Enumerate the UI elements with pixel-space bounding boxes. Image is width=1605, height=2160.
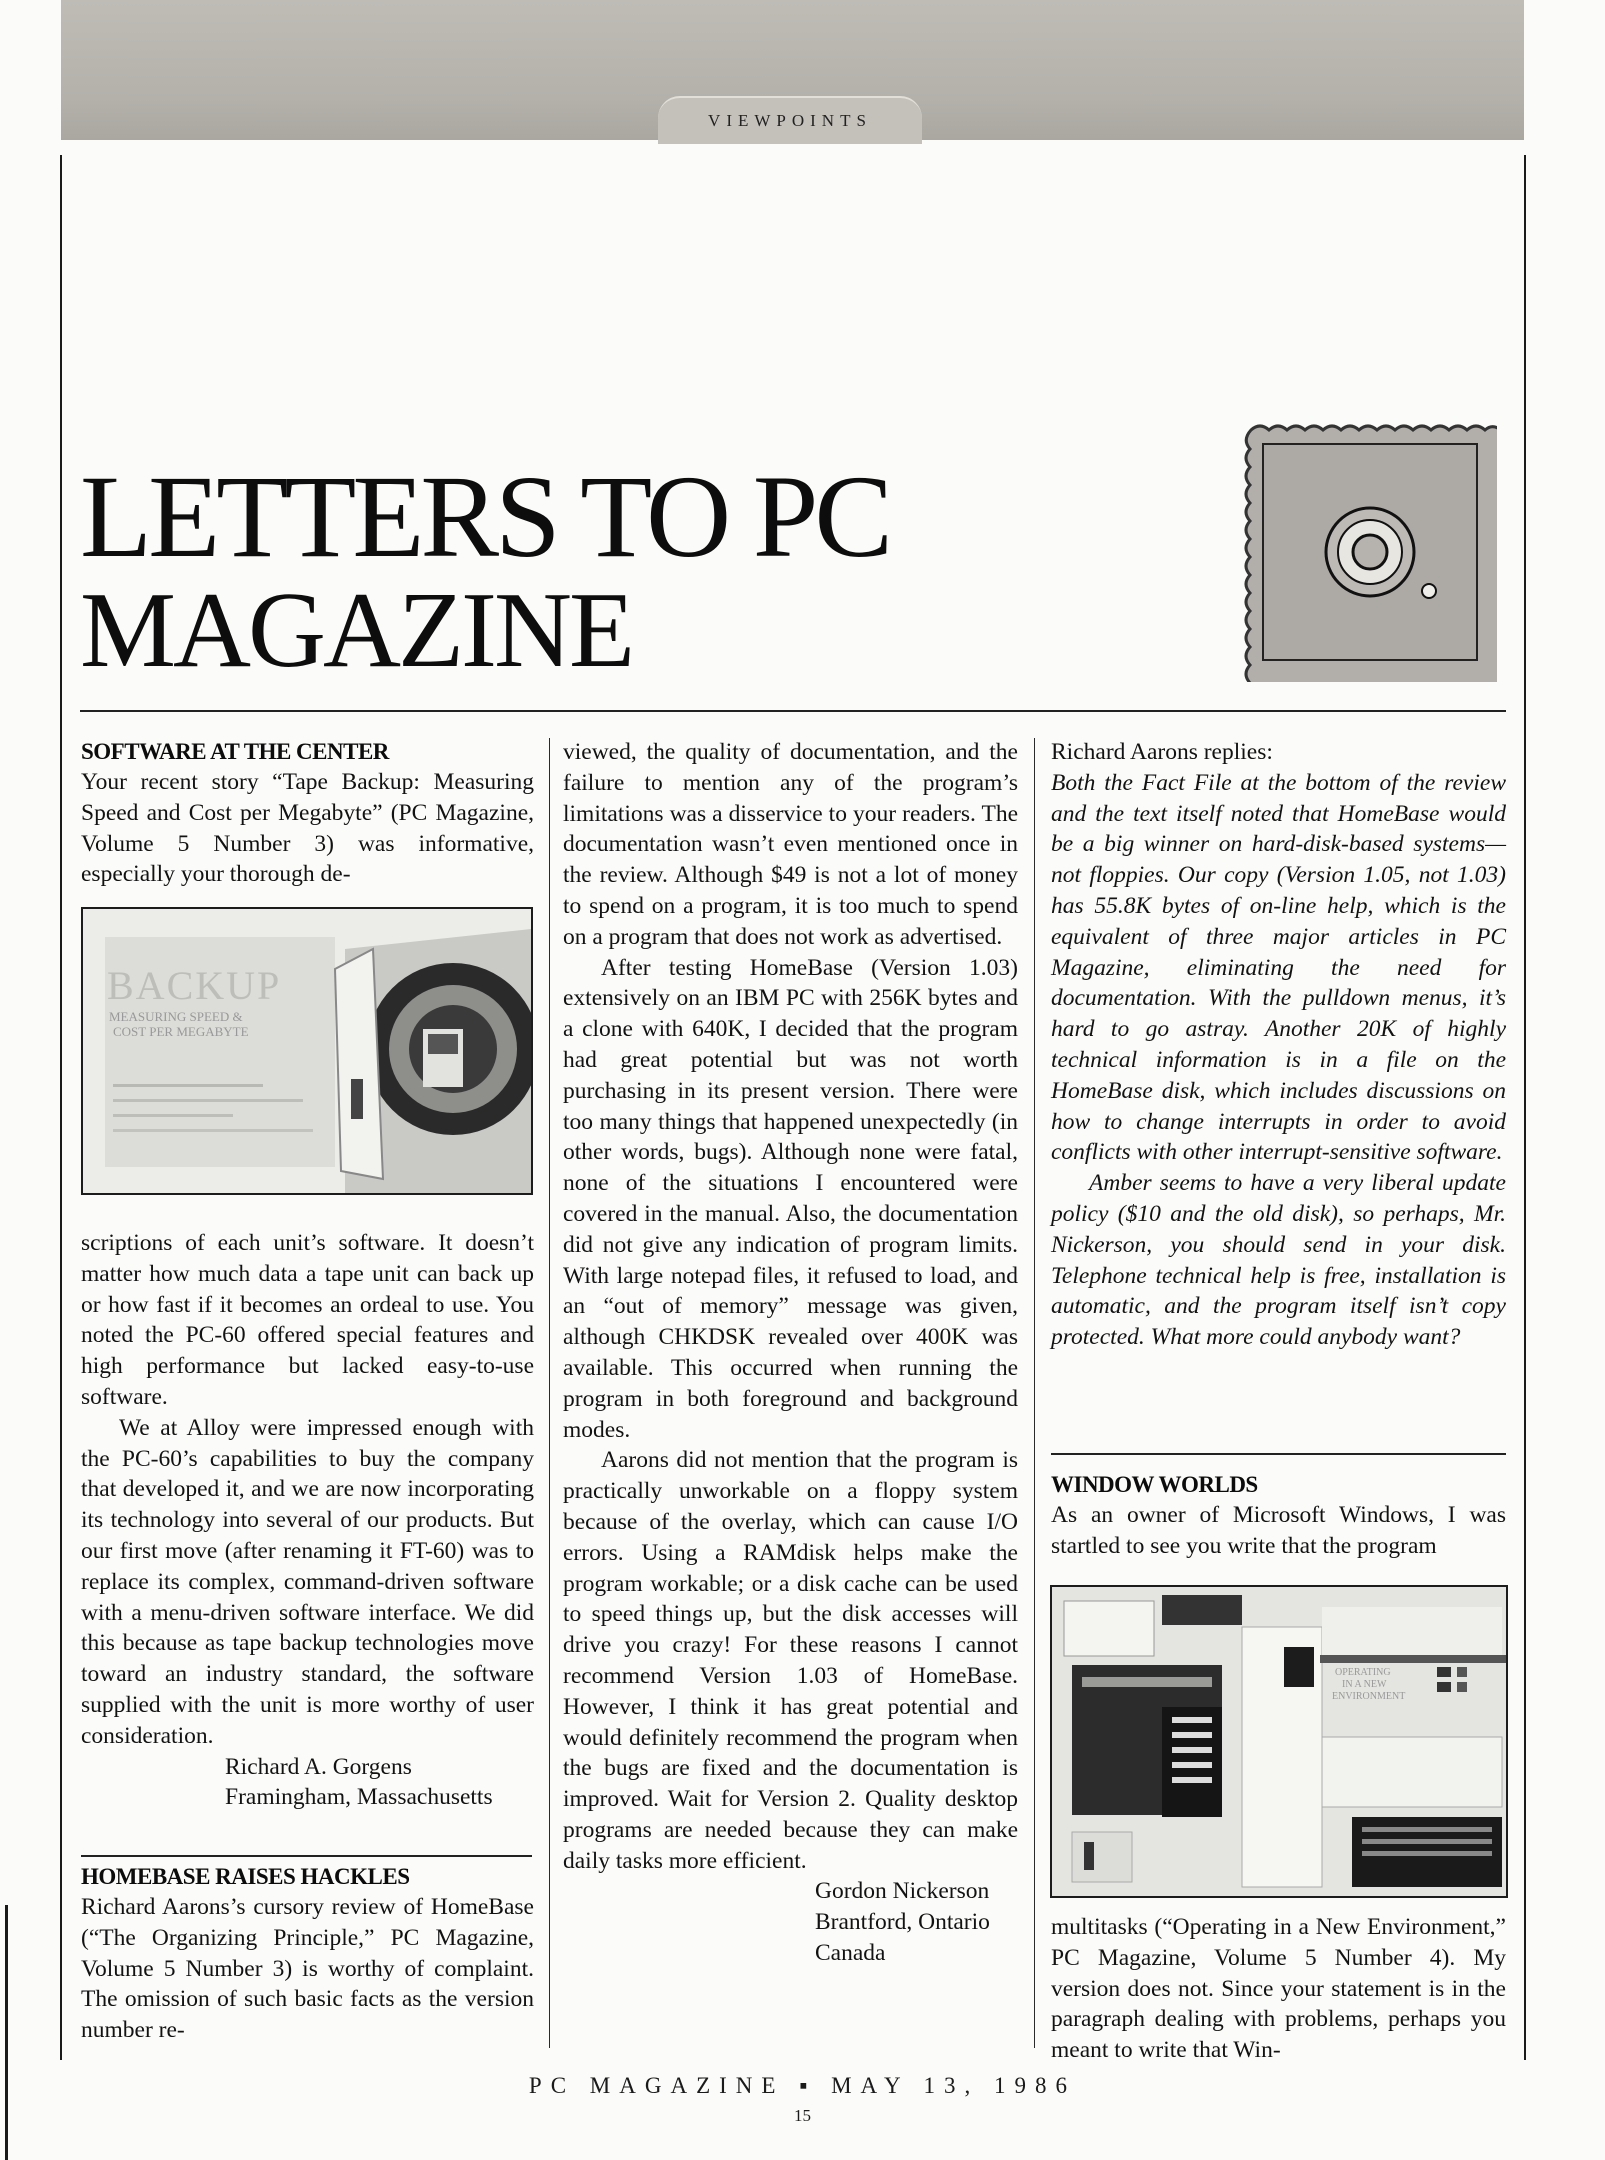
letter2-signature-name: Gordon Nickerson — [815, 1878, 990, 1905]
title-line-2: MAGAZINE — [80, 571, 632, 690]
cover-title: BACKUP — [107, 963, 282, 1008]
screen-caption-2: IN A NEW — [1342, 1679, 1387, 1690]
letter1-p2: scriptions of each unit’s software. It doesn’t matter how much data a tape unit can back up or how fast if it becomes an ordeal to use. You noted the PC-60 offered special features and high performance but lacked easy-to-use software. — [81, 1230, 534, 1410]
reply-p2: Amber seems to have a very liberal update policy ($10 and the old disk), so perhaps, Mr. Nickerson, you should send in your disk. Telephone technical help is free, installation is automatic, and the program itself isn’t copy protected. What more could anybody want? — [1051, 1170, 1506, 1351]
screen-caption-1: OPERATING — [1335, 1667, 1391, 1678]
screen-caption-3: ENVIRONMENT — [1332, 1691, 1406, 1702]
letter1-signature-name: Richard A. Gorgens — [225, 1753, 412, 1780]
page-title — [80, 451, 890, 690]
frame-right-rule — [1524, 155, 1526, 2060]
letter2-p1: Richard Aarons’s cursory review of HomeBase (“The Organizing Principle,” PC Magazine, Volume 5 Number 3) is worthy of complaint. The omission of such basic facts as the version number re- — [81, 1894, 534, 2044]
letter2-top — [81, 1862, 534, 2046]
letter3-top — [1051, 1470, 1506, 1562]
letter2-signature-place-2: Canada — [815, 1940, 886, 1967]
letter2-p2: After testing HomeBase (Version 1.03) extensively on an IBM PC with 256K bytes and a clone with 640K, I decided that the program had great potential but was not worth purchasing in its present version. There were too many things that happened unexpectedly (in other words, bugs). Although none were fatal, none of the situations I encountered were covered in the manual. Also, the documentation did not give any indication of program limits. With large notepad files, it refused to load, and an “out of memory” message was given, although CHKDSK revealed over 400K was available. This occurred when running the program in both foreground and background modes. — [563, 954, 1018, 1443]
letter1-p3: We at Alloy were impressed enough with the PC-60’s capabilities to buy the company that developed it, and we are now incorporating its technology into several of our products. But our first move (after renaming it FT-60) was to replace its complex, command-driven software with a menu-driven software interface. We did this because as tape backup technologies move toward an industry standard, the software supplied with the unit is more worthy of user consideration. — [81, 1414, 534, 1749]
letter2-signature-place-1: Brantford, Ontario — [815, 1909, 990, 1936]
page-footer: PC MAGAZINE ▪ MAY 13, 1986 — [528, 2073, 1077, 2098]
cover-subtitle-1: MEASURING SPEED & — [109, 1009, 243, 1024]
reply-lead: Richard Aarons replies: — [1051, 739, 1273, 765]
letter3-body — [1051, 1912, 1506, 2066]
letter1-p1: Your recent story “Tape Backup: Measuring Speed and Cost per Megabyte” (PC Magazine, Volume 5 Number 3) was informative, especially your thorough de- — [81, 769, 534, 888]
letter1-body — [81, 1228, 534, 1813]
letter1-heading: SOFTWARE AT THE CENTER — [81, 739, 389, 764]
letter2-heading: HOMEBASE RAISES HACKLES — [81, 1864, 410, 1889]
page-number: 15 — [794, 2106, 811, 2125]
letter2-p1b: viewed, the quality of documentation, and the failure to mention any of the program’s limitations was a disservice to your readers. The documentation wasn’t even mentioned once in the review. Although $49 is not a lot of money to spend on a program, it is too much to spend on a program that does not work as advertised. — [563, 739, 1018, 950]
frame-left-rule — [60, 155, 62, 2060]
letter-separator-2 — [1051, 1453, 1506, 1455]
tape-backup-cover-image — [81, 907, 533, 1195]
reply-p1: Both the Fact File at the bottom of the review and the text itself noted that HomeBase would be a big winner on hard-disk-based systems—not floppies. Our copy (Version 1.05, not 1.03) has 55.8K bytes of on-line help, which is the equivalent of three major articles in PC Magazine, eliminating the need for documentation. With the pulldown menus, it’s hard to go astray. Another 20K of highly technical information is in a file on the HomeBase disk, which includes discussions on how to change interrupts in order to avoid conflicts with other interrupt-sensitive software. — [1051, 769, 1506, 1166]
column-rule-1 — [549, 738, 550, 2048]
letter-separator-1 — [81, 1855, 532, 1857]
floppy-disk-stamp-icon — [1243, 422, 1497, 682]
letter3-p2: multitasks (“Operating in a New Environment,” PC Magazine, Volume 5 Number 4). My version does not. Since your statement is in the paragraph dealing with problems, perhaps you meant to write that Win- — [1051, 1914, 1506, 2064]
letter1-top — [81, 737, 534, 890]
letter1-signature-place: Framingham, Massachusetts — [225, 1784, 493, 1811]
title-rule — [80, 710, 1506, 712]
title-line-1: LETTERS TO PC — [80, 451, 890, 582]
section-tab: VIEWPOINTS — [658, 96, 922, 144]
windows-screen-collage-image — [1050, 1585, 1508, 1898]
letter2-p3: Aarons did not mention that the program is practically unworkable on a floppy system because of the overlay, which can cause I/O errors. Using a RAMdisk helps make the program workable; or a disk cache can be used to speed things up, but the disk accesses will drive you crazy! For these reasons I cannot recommend Version 1.03 of HomeBase. However, I think it has great potential and would definitely recommend the program when the bugs are fixed and the documentation is improved. Wait for Version 2. Quality desktop programs are needed because they can make daily tasks more efficient. — [563, 1447, 1018, 1874]
reply-body — [1051, 737, 1506, 1353]
column-rule-2 — [1034, 738, 1035, 2048]
cover-subtitle-2: COST PER MEGABYTE — [113, 1024, 249, 1039]
letter2-body — [563, 737, 1018, 1969]
letter3-heading: WINDOW WORLDS — [1051, 1472, 1258, 1497]
letter3-p1: As an owner of Microsoft Windows, I was startled to see you write that the program — [1051, 1502, 1506, 1559]
